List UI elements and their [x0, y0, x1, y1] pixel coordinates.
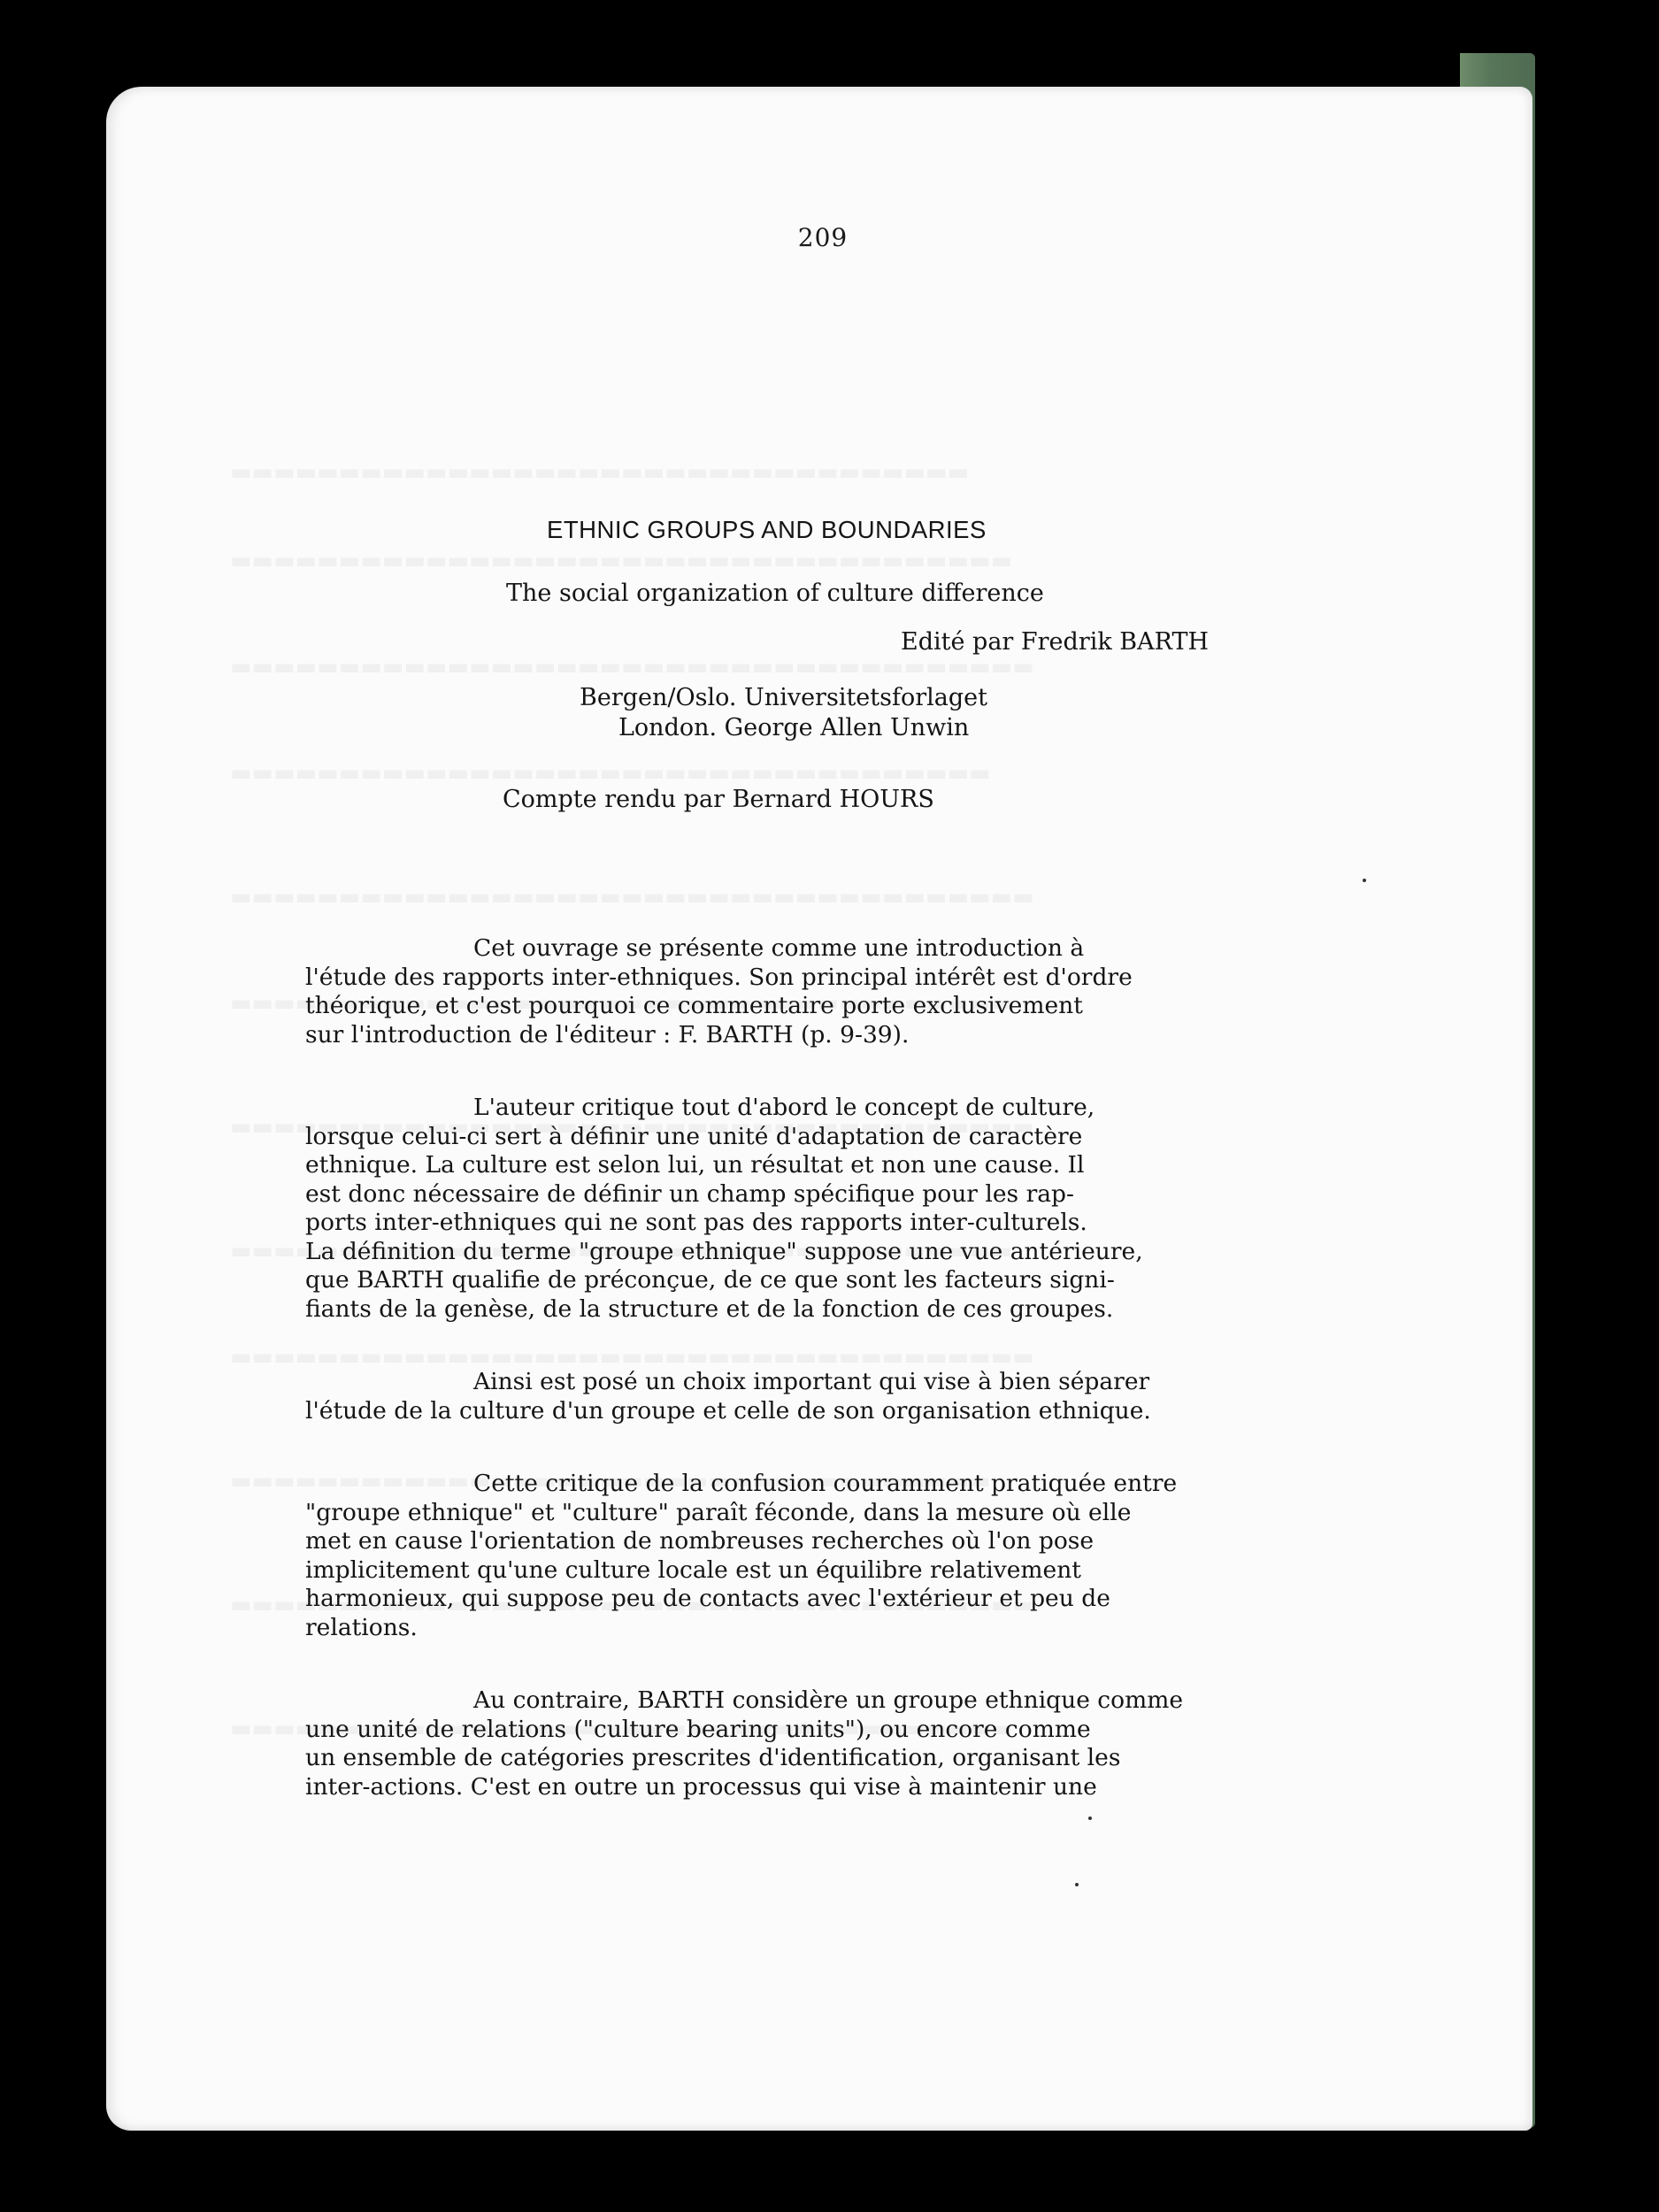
paper-speck	[1075, 1883, 1079, 1886]
reviewer-credit: Compte rendu par Bernard HOURS	[503, 786, 934, 813]
body-paragraph	[305, 1094, 1358, 1324]
text-line: lorsque celui-ci sert à définir une unité d'adaptation de caractère	[305, 1122, 1083, 1150]
text-line: Au contraire, BARTH considère un groupe ethnique comme	[473, 1686, 1184, 1714]
text-line: met en cause l'orientation de nombreuses recherches où l'on pose	[305, 1527, 1094, 1555]
text-line: L'auteur critique tout d'abord le concept de culture,	[473, 1094, 1095, 1121]
text-line: une unité de relations ("culture bearing units"), ou encore comme	[305, 1715, 1091, 1743]
text-line: Ainsi est posé un choix important qui vise à bien séparer	[473, 1368, 1150, 1395]
text-line: inter-actions. C'est en outre un processus qui vise à maintenir une	[305, 1772, 1097, 1801]
text-line: fiants de la genèse, de la structure et de la fonction de ces groupes.	[305, 1294, 1114, 1323]
text-line: harmonieux, qui suppose peu de contacts avec l'extérieur et peu de	[305, 1585, 1110, 1612]
body-paragraph	[305, 1686, 1358, 1801]
text-line: sur l'introduction de l'éditeur : F. BARTH (p. 9-39).	[305, 1020, 910, 1048]
text-line: l'étude de la culture d'un groupe et celle de son organisation ethnique.	[305, 1396, 1151, 1425]
text-line: Cet ouvrage se présente comme une introduction à	[473, 934, 1085, 962]
text-line: est donc nécessaire de définir un champ spécifique pour les rap-	[305, 1179, 1074, 1208]
text-line: La définition du terme "groupe ethnique" suppose une vue antérieure,	[305, 1237, 1143, 1265]
text-line: implicitement qu'une culture locale est un équilibre relativement	[305, 1555, 1081, 1584]
body-paragraph	[305, 1470, 1358, 1642]
text-line: Cette critique de la confusion couramment pratiquée entre	[473, 1470, 1178, 1497]
text-line: relations.	[305, 1613, 418, 1641]
text-line: ethnique. La culture est selon lui, un résultat et non une cause. Il	[305, 1151, 1085, 1179]
text-line: "groupe ethnique" et "culture" paraît féconde, dans la mesure où elle	[305, 1498, 1132, 1526]
paper-speck	[1363, 879, 1366, 882]
body-paragraph	[305, 1368, 1358, 1425]
text-line: l'étude des rapports inter-ethniques. Son principal intérêt est d'ordre	[305, 963, 1133, 991]
text-line: un ensemble de catégories prescrites d'identification, organisant les	[305, 1744, 1121, 1771]
publisher-line: Bergen/Oslo. Universitetsforlaget	[580, 684, 987, 711]
editor-credit: Edité par Fredrik BARTH	[901, 628, 1210, 656]
text-line: théorique, et c'est pourquoi ce commentaire porte exclusivement	[305, 992, 1083, 1019]
bleed-through-texture	[230, 458, 969, 488]
body-paragraph	[305, 934, 1358, 1049]
text-line: ports inter-ethniques qui ne sont pas des rapports inter-culturels.	[305, 1209, 1087, 1236]
text-line: que BARTH qualifie de préconçue, de ce que sont les facteurs signi-	[305, 1266, 1115, 1294]
book-title: ETHNIC GROUPS AND BOUNDARIES	[547, 516, 987, 543]
article-content	[305, 515, 1358, 1846]
page-number: 209	[797, 223, 849, 252]
book-subtitle: The social organization of culture difference	[506, 580, 1044, 607]
publisher-info	[305, 683, 1358, 743]
publisher-line: London. George Allen Unwin	[618, 714, 970, 741]
review-body	[305, 934, 1358, 1801]
